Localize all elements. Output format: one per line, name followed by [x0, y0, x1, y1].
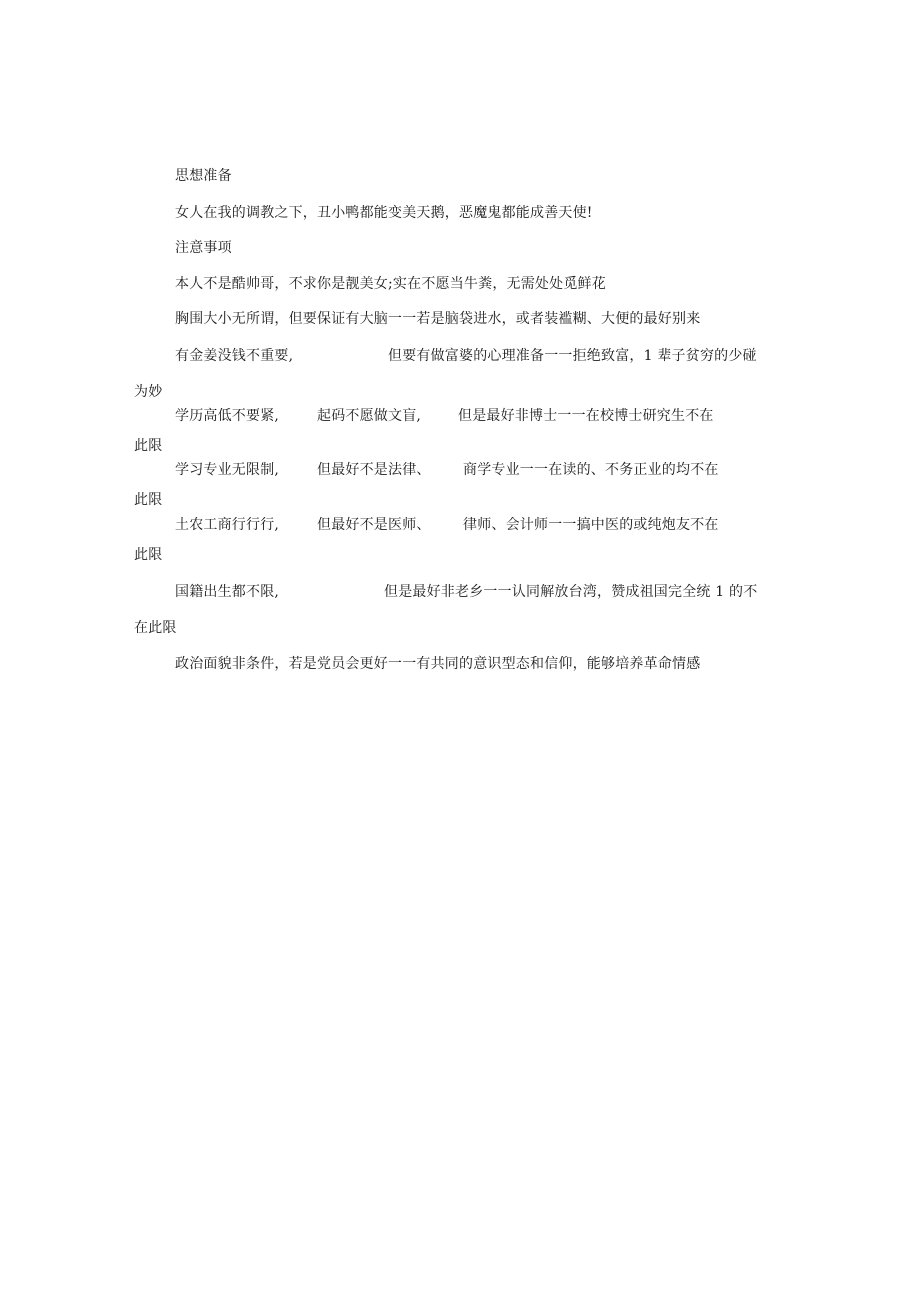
- paragraph-major-part-b: 但最好不是法律、: [317, 462, 431, 478]
- paragraph-occupation-part-a: 土农工商行行行,: [175, 517, 280, 533]
- paragraph-money-continuation: 为妙: [134, 384, 163, 400]
- paragraph-politics: 政治面貌非条件，若是党员会更好一一有共同的意识型态和信仰，能够培养革命情感: [175, 656, 701, 672]
- paragraph-occupation-part-c: 律师、会计师一一搞中医的或纯炮友不在: [463, 517, 719, 533]
- paragraph-nationality-continuation: 在此限: [134, 620, 177, 636]
- paragraph-nationality-part-b: 但是最好非老乡一一认同解放台湾，赞成祖国完全统 1 的不: [384, 584, 758, 600]
- paragraph-brains: 胸围大小无所谓，但要保证有大脑一一若是脑袋进水，或者装褴糊、大便的最好别来: [175, 311, 701, 327]
- paragraph-preparation: 女人在我的调教之下，丑小鸭都能变美天鹅，恶魔鬼都能成善天使!: [175, 205, 593, 221]
- paragraph-occupation-continuation: 此限: [134, 547, 163, 563]
- paragraph-money-part-b: 但要有做富婆的心理准备一一拒绝致富，1 辈子贫穷的少碰: [388, 348, 757, 364]
- paragraph-education-part-b: 起码不愿做文盲,: [317, 408, 422, 424]
- paragraph-education-part-a: 学历高低不要紧,: [175, 408, 280, 424]
- paragraph-education-continuation: 此限: [134, 438, 163, 454]
- paragraph-appearance: 本人不是酷帅哥，不求你是靓美女;实在不愿当牛粪，无需处处觅鲜花: [175, 276, 606, 292]
- paragraph-education-part-c: 但是最好非博士一一在校博士研究生不在: [458, 408, 714, 424]
- paragraph-major-part-a: 学习专业无限制,: [175, 462, 280, 478]
- paragraph-major-part-c: 商学专业一一在读的、不务正业的均不在: [463, 462, 719, 478]
- heading-notes: 注意事项: [175, 240, 232, 256]
- paragraph-money-part-a: 有金姜没钱不重要,: [175, 348, 294, 364]
- heading-thought-preparation: 思想准备: [175, 168, 232, 184]
- paragraph-nationality-part-a: 国籍出生都不限,: [175, 584, 280, 600]
- paragraph-occupation-part-b: 但最好不是医师、: [317, 517, 431, 533]
- paragraph-major-continuation: 此限: [134, 492, 163, 508]
